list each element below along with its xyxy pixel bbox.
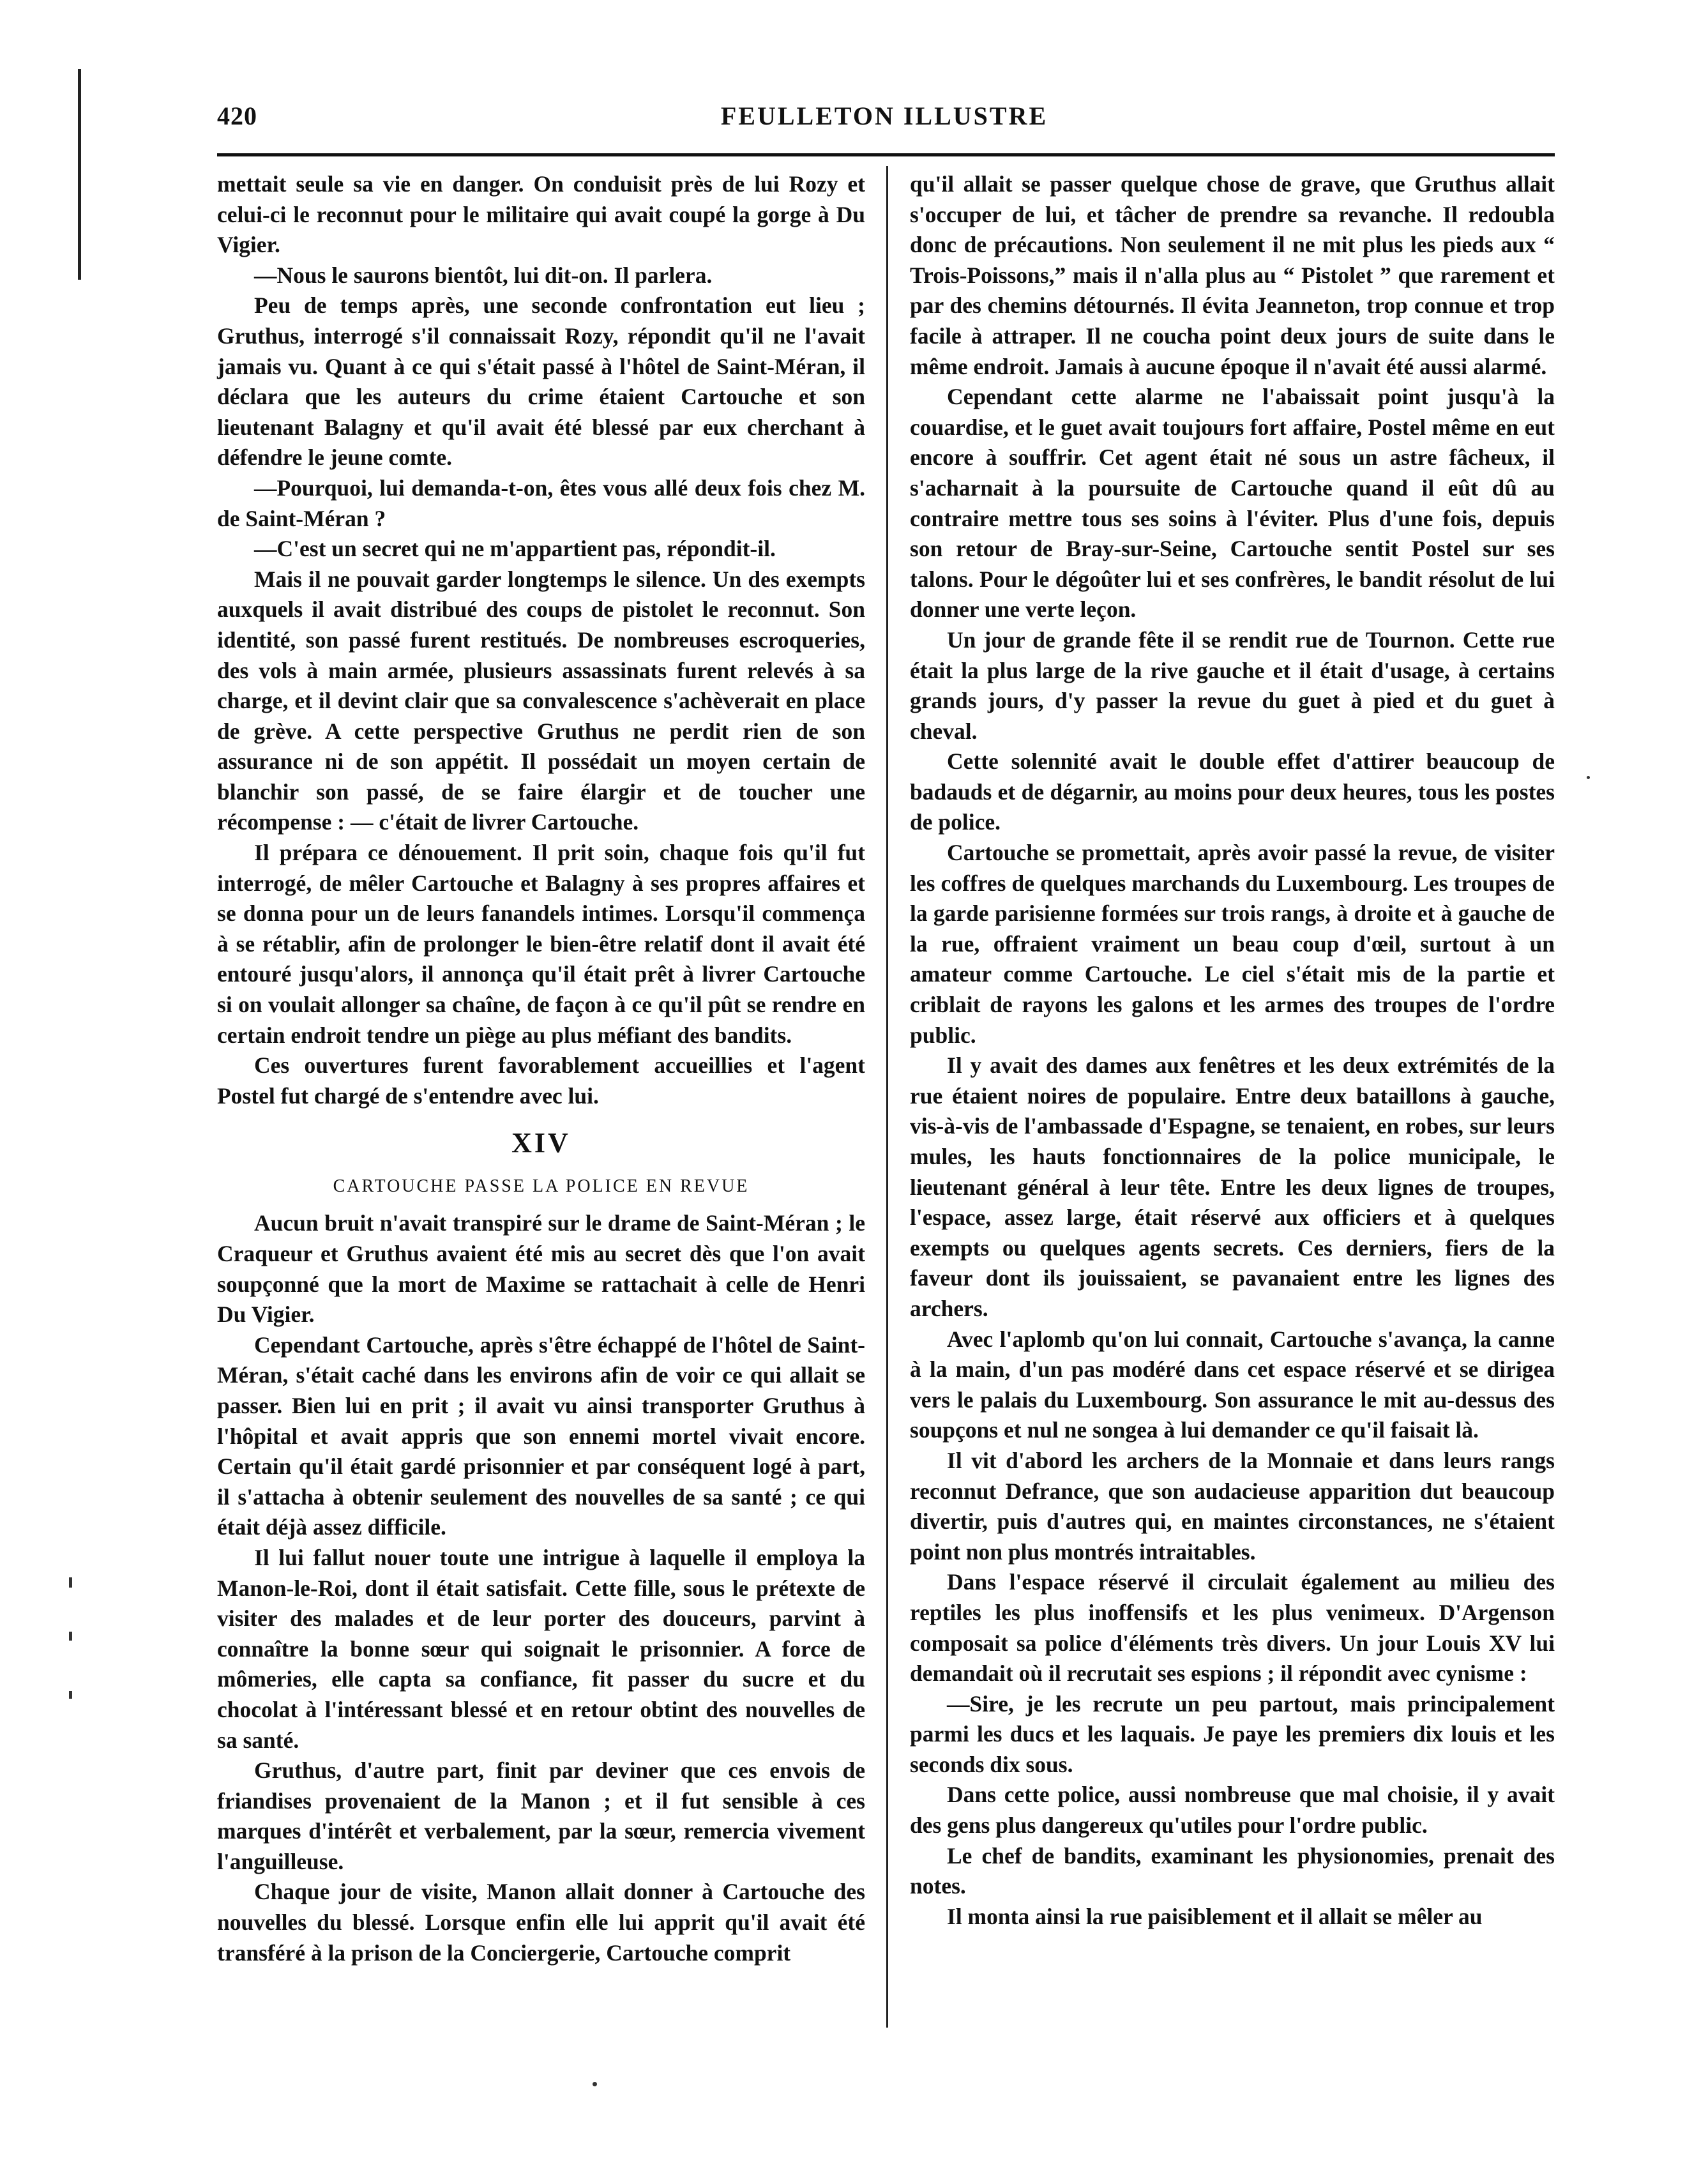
paragraph: —Pourquoi, lui demanda-t-on, êtes vous allé deux fois chez M. de Saint-Méran ? xyxy=(217,474,865,531)
header-rule xyxy=(217,153,1555,156)
left-column xyxy=(217,169,865,1968)
paragraph: Le chef de bandits, examinant les physionomies, prenait des notes. xyxy=(910,1842,1555,1899)
page-number: 420 xyxy=(217,102,257,130)
paragraph: qu'il allait se passer quelque chose de grave, que Gruthus allait s'occuper de lui, et tâcher de prendre sa revanche. Il redoubla donc de précautions. Non seulement il ne mit plus les pieds aux “ Trois-Poissons,” mais il n'alla plus au “ Pistolet ” que rarement et par des chemins détournés. Il évita Jeanneton, trop connue et trop facile à attraper. Il ne coucha point deux jours de suite dans le même endroit. Jamais à aucune époque il n'avait été aussi alarmé. xyxy=(910,171,1555,379)
paragraph: Il lui fallut nouer toute une intrigue à laquelle il employa la Manon-le-Roi, dont il était satisfait. Cette fille, sous le prétexte de visiter des malades et de leur porter des douceurs, parvint à connaître la bonne sœur qui soignait le prisonnier. A force de mômeries, elle capta sa confiance, fit passer du sucre et du chocolat à l'intéressant blessé et en retour obtint des nouvelles de sa santé. xyxy=(217,1544,865,1753)
print-speck xyxy=(1587,776,1590,779)
paragraph: Dans cette police, aussi nombreuse que mal choisie, il y avait des gens plus dangereux qu'utiles pour l'ordre public. xyxy=(910,1782,1555,1839)
chapter-number: XIV xyxy=(511,1127,571,1159)
margin-tick xyxy=(69,1632,72,1641)
paragraph: —C'est un secret qui ne m'appartient pas, répondit-il. xyxy=(254,536,776,562)
paragraph: Un jour de grande fête il se rendit rue de Tournon. Cette rue était la plus large de la rive gauche et il était d'usage, à certains grands jours, d'y passer la revue du guet à pied et du guet à cheval. xyxy=(910,626,1555,744)
paragraph: Cette solennité avait le double effet d'attirer beaucoup de badauds et de dégarnir, au moins pour deux heures, tous les postes de police. xyxy=(910,748,1555,835)
paragraph: Ces ouvertures furent favorablement accueillies et l'agent Postel fut chargé de s'entendre avec lui. xyxy=(217,1052,865,1109)
paragraph: Il prépara ce dénouement. Il prit soin, chaque fois qu'il fut interrogé, de mêler Cartouche et Balagny à ses propres affaires et se donna pour un de leurs fanandels intimes. Lorsqu'il commença à se rétablir, afin de prolonger le bien-être relatif dont il avait été entouré jusqu'alors, il annonça qu'il était prêt à livrer Cartouche si on voulait allonger sa chaîne, de façon à ce qu'il pût se rendre en certain endroit tendre un piège au plus méfiant des bandits. xyxy=(217,840,865,1048)
paragraph: Il vit d'abord les archers de la Monnaie et dans leurs rangs reconnut Defrance, que son audacieuse apparition dut beaucoup divertir, puis d'autres qui, en maintes circonstances, ne s'étaient point non plus montrés intraitables. xyxy=(910,1447,1555,1565)
paragraph: mettait seule sa vie en danger. On conduisit près de lui Rozy et celui-ci le reconnut pour le militaire qui avait coupé la gorge à Du Vigier. xyxy=(217,171,865,258)
paragraph: Mais il ne pouvait garder longtemps le silence. Un des exempts auxquels il avait distribué des coups de pistolet le reconnut. Son identité, son passé furent restitués. De nombreuses escroqueries, des vols à main armée, plusieurs assassinats furent relevés à sa charge, et il devint clair que sa convalescence s'achèverait en place de grève. A cette perspective Gruthus ne perdit rien de son assurance ni de son appétit. Il possédait un moyen certain de blanchir son passé, de se faire élargir et de toucher une récompense : — c'était de livrer Cartouche. xyxy=(217,566,865,835)
right-column xyxy=(910,169,1555,1932)
paragraph: Cependant cette alarme ne l'abaissait point jusqu'à la couardise, et le guet avait toujours fort affaire, Postel même en eut encore à souffrir. Cet agent était né sous un astre fâcheux, il s'acharnait à la poursuite de Cartouche quand il eût dû au contraire mettre tous ses soins à l'éviter. Plus d'une fois, depuis son retour de Bray-sur-Seine, Cartouche sentit Postel sur ses talons. Pour le dégoûter lui et ses confrères, le bandit résolut de lui donner une verte leçon. xyxy=(910,384,1555,623)
paragraph: Gruthus, d'autre part, finit par deviner que ces envois de friandises provenaient de la Manon ; et il fut sensible à ces marques d'intérêt et verbalement, par la sœur, remercia vivement l'anguilleuse. xyxy=(217,1757,865,1874)
paragraph: Il y avait des dames aux fenêtres et les deux extrémités de la rue étaient noires de populaire. Entre deux bataillons à gauche, vis-à-vis de l'ambassade d'Espagne, se tenaient, en robes, sur leurs mules, les hauts fonctionnaires de la police municipale, le lieutenant général à leur tête. Entre les deux lignes de troupes, l'espace, assez large, était réservé aux officiers et à quelques exempts ou quelques agents secrets. Ces derniers, fiers de la faveur dont ils jouissaient, se pavanaient entre les lignes des archers. xyxy=(910,1052,1555,1321)
page-header xyxy=(217,101,1552,146)
column-divider xyxy=(886,166,888,2028)
paragraph: Chaque jour de visite, Manon allait donner à Cartouche des nouvelles du blessé. Lorsque enfin elle lui apprit qu'il avait été transféré à la prison de la Conciergerie, Cartouche comprit xyxy=(217,1879,865,1966)
margin-rule xyxy=(78,69,81,280)
paragraph: Peu de temps après, une seconde confrontation eut lieu ; Gruthus, interrogé s'il connaissait Rozy, répondit qu'il ne l'avait jamais vu. Quant à ce qui s'était passé à l'hôtel de Saint-Méran, il déclara que les auteurs du crime étaient Cartouche et son lieutenant Balagny et qu'il avait été blessé par eux cherchant à défendre le jeune comte. xyxy=(217,292,865,471)
paragraph: Aucun bruit n'avait transpiré sur le drame de Saint-Méran ; le Craqueur et Gruthus avaient été mis au secret dès que l'on avait soupçonné que la mort de Maxime se rattachait à celle de Henri Du Vigier. xyxy=(217,1210,865,1328)
paragraph: Avec l'aplomb qu'on lui connait, Cartouche s'avança, la canne à la main, d'un pas modéré dans cet espace réservé et se dirigea vers le palais du Luxembourg. Son assurance le mit au-dessus des soupçons et nul ne songea à lui demander ce qu'il faisait là. xyxy=(910,1326,1555,1443)
paragraph: Dans l'espace réservé il circulait également au milieu des reptiles les plus inoffensifs et les plus venimeux. D'Argenson composait sa police d'éléments très divers. Un jour Louis XV lui demandait où il recrutait ses espions ; il répondit avec cynisme : xyxy=(910,1569,1555,1687)
margin-tick xyxy=(69,1691,72,1699)
paragraph: —Nous le saurons bientôt, lui dit-on. Il parlera. xyxy=(254,262,713,288)
margin-tick xyxy=(69,1577,72,1588)
print-speck xyxy=(593,2082,597,2086)
paragraph: —Sire, je les recrute un peu partout, mais principalement parmi les ducs et les laquais. Je paye les premiers dix louis et les seconds dix sous. xyxy=(910,1690,1555,1777)
paragraph: Il monta ainsi la rue paisiblement et il allait se mêler au xyxy=(947,1903,1483,1929)
paragraph: Cartouche se promettait, après avoir passé la revue, de visiter les coffres de quelques marchands du Luxembourg. Les troupes de la garde parisienne formées sur trois rangs, à droite et à gauche de la rue, offraient vraiment un beau coup d'œil, surtout à un amateur comme Cartouche. Le ciel s'était mis de la partie et criblait de rayons les galons et les armes des troupes de l'ordre public. xyxy=(910,840,1555,1048)
chapter-title: CARTOUCHE PASSE LA POLICE EN REVUE xyxy=(333,1176,750,1197)
paragraph: Cependant Cartouche, après s'être échappé de l'hôtel de Saint-Méran, s'était caché dans les environs afin de voir ce qui allait se passer. Bien lui en prit ; il avait vu ainsi transporter Gruthus à l'hôpital et avait appris que son ennemi mortel vivait encore. Certain qu'il était gardé prisonnier et par conséquent logé à part, il s'attacha à obtenir seulement des nouvelles de sa santé ; ce qui était déjà assez difficile. xyxy=(217,1332,865,1540)
running-title: FEULLETON ILLUSTRE xyxy=(720,102,1048,130)
